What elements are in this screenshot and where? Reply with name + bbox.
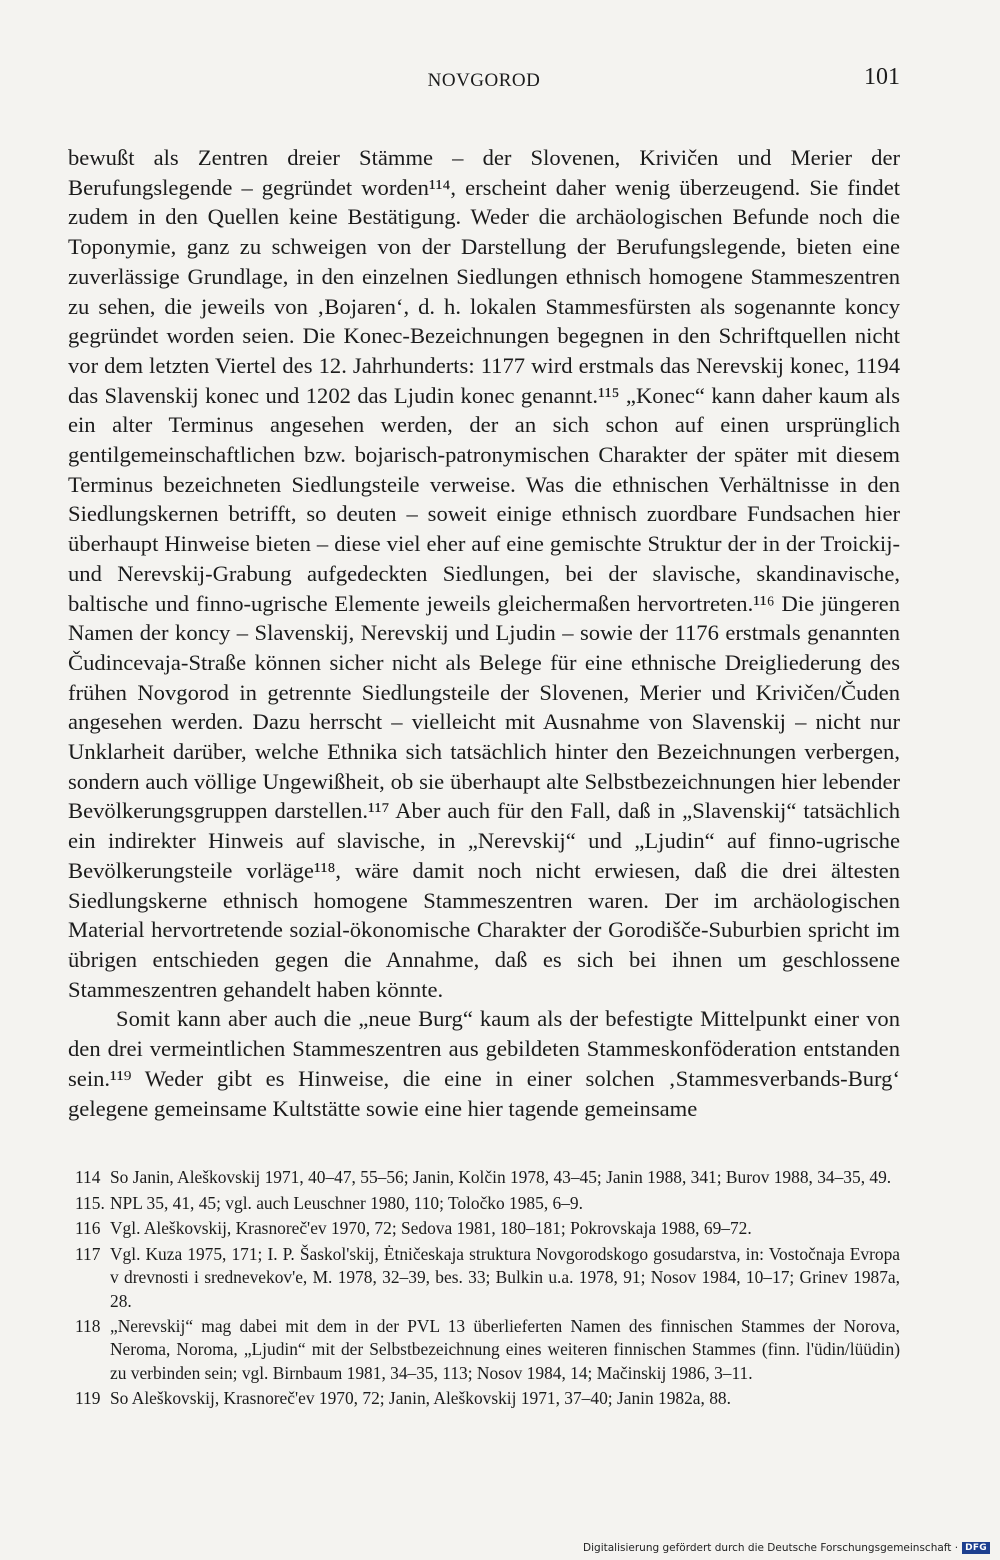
footnote-text: So Aleškovskij, Krasnoreč'ev 1970, 72; Janin, Aleškovskij 1971, 37–40; Janin 1982a, 88. — [110, 1388, 731, 1409]
running-title: NOVGOROD — [427, 70, 541, 91]
footnote-text: „Nerevskij“ mag dabei mit dem in der PVL 13 überlieferten Namen des finnischen Stammes der Norova, Neroma, Noroma, „Ljudin“ mit der Selbstbezeichnung eines weiteren finnischen Stammes (finn. l'üdin/lüüdin) zu verbinden sein; vgl. Birnbaum 1981, 34–35, 113; Nosov 1984, 14; Mačinskij 1986, 3–11. — [110, 1316, 900, 1383]
body-paragraph: bewußt als Zentren dreier Stämme – der Slovenen, Krivičen und Merier der Berufungslegende – gegründet worden¹¹⁴, erscheint daher wenig überzeugend. Sie findet zudem in den Quellen keine Bestätigung. Weder die archäologischen Befunde noch die Toponymie, ganz zu schweigen von der Darstellung der Berufungslegende, bieten eine zuverlässige Grundlage, in den einzelnen Siedlungen ethnisch homogene Stammeszentren zu sehen, die jeweils von ‚Bojaren‘, d. h. lokalen Stammesfürsten als sogenannte koncy gegründet worden seien. Die Konec-Bezeichnungen begegnen in den Schriftquellen nicht vor dem letzten Viertel des 12. Jahrhunderts: 1177 wird erstmals das Nerevskij konec, 1194 das Slavenskij konec und 1202 das Ljudin konec genannt.¹¹⁵ „Konec“ kann daher kaum als ein alter Terminus angesehen werden, der an sich schon auf einen ursprünglich gentilgemeinschaftlichen bzw. bojarisch-patronymischen Charakter der später mit diesem Terminus bezeichneten Siedlungsteile verweise. Was die ethnischen Verhältnisse in den Siedlungskernen betrifft, so deuten – soweit einige ethnisch zuordbare Fundsachen hier überhaupt Hinweise bieten – diese viel eher auf eine gemischte Struktur der in der Troickij- und Nerevskij-Grabung aufgedeckten Siedlungen, bei der slavische, skandinavische, baltische und finno-ugrische Elemente jeweils gleichermaßen hervortreten.¹¹⁶ Die jüngeren Namen der koncy – Slavenskij, Nerevskij und Ljudin – sowie der 1176 erstmals genannten Čudincevaja-Straße können sicher nicht als Belege für eine ethnische Dreigliederung des frühen Novgorod in getrennte Siedlungsteile der Slovenen, Merier und Krivičen/Čuden angesehen werden. Dazu herrscht – vielleicht mit Ausnahme von Slavenskij – nicht nur Unklarheit darüber, welche Ethnika sich tatsächlich hinter den Bezeichnungen verbergen, sondern auch völlige Ungewißheit, ob sie überhaupt alte Selbstbezeichnungen hier lebender Bevölkerungsgruppen darstellen.¹¹⁷ Aber auch für den Fall, daß in „Slavenskij“ tatsächlich ein indirekter Hinweis auf slavische, in „Nerevskij“ und „Ljudin“ auf finno-ugrische Bevölkerungsteile vorläge¹¹⁸, wäre damit noch nicht erwiesen, daß die drei ältesten Siedlungskerne ethnisch homogene Stammeszentren waren. Der im archäologischen Material hervortretende sozial-ökonomische Charakter der Gorodišče-Suburbien spricht im übrigen entschieden gegen die Annahme, daß es sich bei ihnen um geschlossene Stammeszentren gehandelt haben könnte. — [68, 145, 900, 1002]
footnote-number: 115. — [75, 1192, 105, 1213]
dfg-logo-icon: DFG — [962, 1542, 990, 1554]
footnote — [75, 1217, 900, 1240]
footnote-text: NPL 35, 41, 45; vgl. auch Leuschner 1980, 110; Toločko 1985, 6–9. — [110, 1192, 583, 1213]
footnote-text: Vgl. Kuza 1975, 171; I. P. Šaskol'skij, Ėtničeskaja struktura Novgorodskogo gosudarstva, in: Vostočnaja Evropa v drevnosti i srednevekov'e, M. 1978, 32–39, bes. 33; Bulkin u.a. 1978, 91; Nosov 1984, 10–17; Grinev 1987a, 28. — [110, 1244, 900, 1311]
footnote-text: So Janin, Aleškovskij 1971, 40–47, 55–56; Janin, Kolčin 1978, 43–45; Janin 1988, 341; Burov 1988, 34–35, 49. — [110, 1167, 892, 1187]
footnote-number: 119 — [75, 1388, 101, 1409]
running-head — [68, 64, 900, 104]
body-paragraph: Somit kann aber auch die „neue Burg“ kaum als der befestigte Mittelpunkt einer von den drei vermeintlichen Stammeszentren aus gebildeten Stammeskonföderation entstanden sein.¹¹⁹ Weder gibt es Hinweise, die eine in einer solchen ‚Stammesverbands-Burg‘ gelegene gemeinsame Kultstätte sowie eine hier tagende gemeinsame — [68, 1006, 900, 1121]
footnote — [75, 1192, 900, 1215]
credit-text: Digitalisierung gefördert durch die Deutsche Forschungsgemeinschaft · — [583, 1542, 959, 1554]
footnote — [75, 1166, 900, 1189]
page-number: 101 — [864, 64, 900, 90]
footnote — [75, 1315, 900, 1385]
footnote-number: 116 — [75, 1218, 101, 1239]
footnotes — [75, 1166, 900, 1413]
digitization-credit — [583, 1542, 990, 1554]
footnote — [75, 1243, 900, 1313]
footnote — [75, 1387, 900, 1410]
body-text — [68, 143, 900, 1123]
footnote-number: 117 — [75, 1244, 101, 1265]
footnote-number: 118 — [75, 1316, 101, 1337]
footnote-number: 114 — [75, 1167, 101, 1187]
footnote-text: Vgl. Aleškovskij, Krasnoreč'ev 1970, 72; Sedova 1981, 180–181; Pokrovskaja 1988, 69–72. — [110, 1218, 752, 1239]
